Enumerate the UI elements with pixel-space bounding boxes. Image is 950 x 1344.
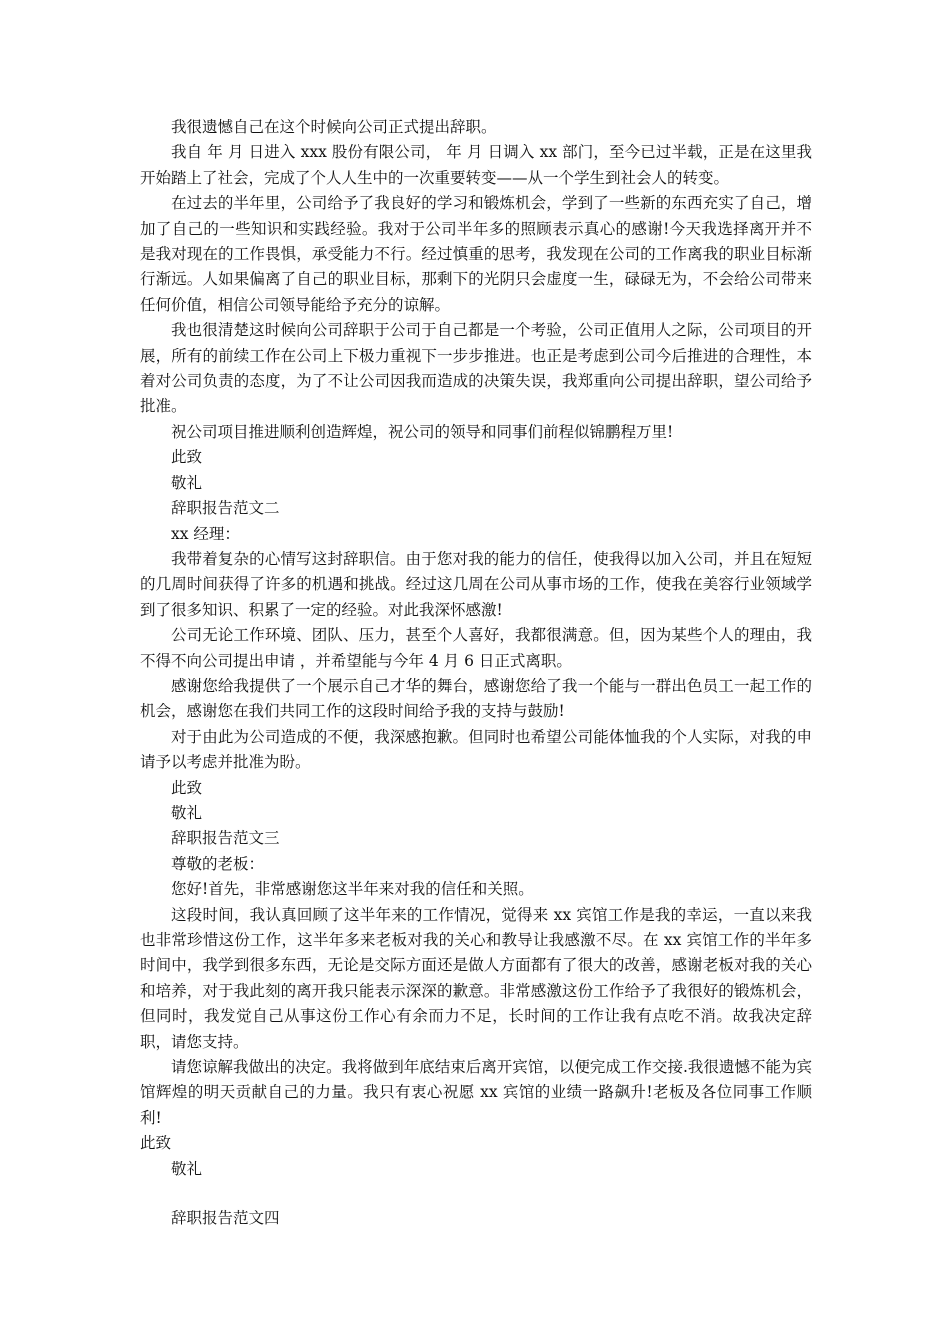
closing-cizhi-1: 此致 [171, 448, 203, 467]
paragraph-entry-date: 我自 年 月 日进入 xxx 股份有限公司， 年 月 日调入 xx 部门，至今已过半载，正是在这里我开始踏上了社会，完成了个人人生中的一次重要转变——从一个学生到社会人的转变。 [140, 143, 812, 187]
paragraph-understanding: 请您谅解我做出的决定。我将做到年底结束后离开宾馆，以便完成工作交接.我很遗憾不能为宾馆辉煌的明天贡献自己的力量。我只有衷心祝愿 xx 宾馆的业绩一路飙升!老板及各位同事工作顺利! [140, 1058, 812, 1127]
closing-cizhi-2: 此致 [171, 778, 203, 797]
paragraph-satisfaction: 公司无论工作环境、团队、压力，甚至个人喜好，我都很满意。但，因为某些个人的理由，我不得不向公司提出申请 ，并希望能与今年 4 月 6 日正式离职。 [140, 626, 812, 670]
closing-cizhi-3: 此致 [140, 1134, 172, 1153]
closing-jingli-2: 敬礼 [171, 803, 203, 822]
blank-line [140, 1182, 812, 1206]
paragraph-opening: 我很遗憾自己在这个时候向公司正式提出辞职。 [171, 118, 497, 136]
paragraph-apology: 对于由此为公司造成的不便，我深感抱歉。但同时也希望公司能体恤我的个人实际，对我的申请予以考虑并批准为盼。 [140, 727, 812, 772]
paragraph-company-test: 我也很清楚这时候向公司辞职于公司于自己都是一个考验，公司正值用人之际，公司项目的开展，所有的前续工作在公司上下极力重视下一步步推进。也正是考虑到公司今后推进的合理性，本着对公司负责的态度，为了不让公司因我而造成的决策失误，我郑重向公司提出辞职，望公司给予批准。 [140, 321, 812, 416]
document-page [140, 115, 812, 1231]
section-heading-3: 辞职报告范文三 [171, 829, 280, 848]
closing-jingli-1: 敬礼 [171, 473, 203, 492]
paragraph-greeting: 您好!首先，非常感谢您这半年来对我的信任和关照。 [171, 880, 534, 899]
paragraph-thanks-stage: 感谢您给我提供了一个展示自己才华的舞台，感谢您给了我一个能与一群出色员工一起工作的机会，感谢您在我们共同工作的这段时间给予我的支持与鼓励! [140, 676, 812, 721]
section-heading-4: 辞职报告范文四 [171, 1209, 280, 1228]
section-heading-2: 辞职报告范文二 [171, 499, 280, 518]
paragraph-wishes: 祝公司项目推进顺利创造辉煌，祝公司的领导和同事们前程似锦鹏程万里! [171, 422, 674, 441]
salutation-boss: 尊敬的老板： [171, 854, 265, 873]
salutation-manager: xx 经理： [171, 524, 240, 543]
paragraph-complex-mood: 我带着复杂的心情写这封辞职信。由于您对我的能力的信任，使我得以加入公司，并且在短短的几周时间获得了许多的机遇和挑战。经过这几周在公司从事市场的工作，使我在美容行业领域学到了很多知识、积累了一定的经验。对此我深怀感激! [140, 549, 812, 619]
closing-jingli-3: 敬礼 [171, 1159, 203, 1178]
paragraph-review: 这段时间，我认真回顾了这半年来的工作情况，觉得来 xx 宾馆工作是我的幸运，一直以来我也非常珍惜这份工作，这半年多来老板对我的关心和教导让我感激不尽。在 xx 宾馆工作的半年多时间中，我学到很多东西，无论是交际方面还是做人方面都有了很大的改善，感谢老板对我的关心和培养，对于我此刻的离开我只能表示深深的歉意。非常感激这份工作给予了我很好的锻炼机会，但同时，我发觉自己从事这份工作心有余而力不足，长时间的工作让我有点吃不消。故我决定辞职，请您支持。 [140, 905, 812, 1051]
paragraph-past-half-year: 在过去的半年里，公司给予了我良好的学习和锻炼机会，学到了一些新的东西充实了自己，增加了自己的一些知识和实践经验。我对于公司半年多的照顾表示真心的感谢!今天我选择离开并不是我对现在的工作畏惧，承受能力不行。经过慎重的思考，我发现在公司的工作离我的职业目标渐行渐远。人如果偏离了自己的职业目标，那剩下的光阴只会虚度一生，碌碌无为，不会给公司带来任何价值，相信公司领导能给予充分的谅解。 [140, 194, 812, 314]
